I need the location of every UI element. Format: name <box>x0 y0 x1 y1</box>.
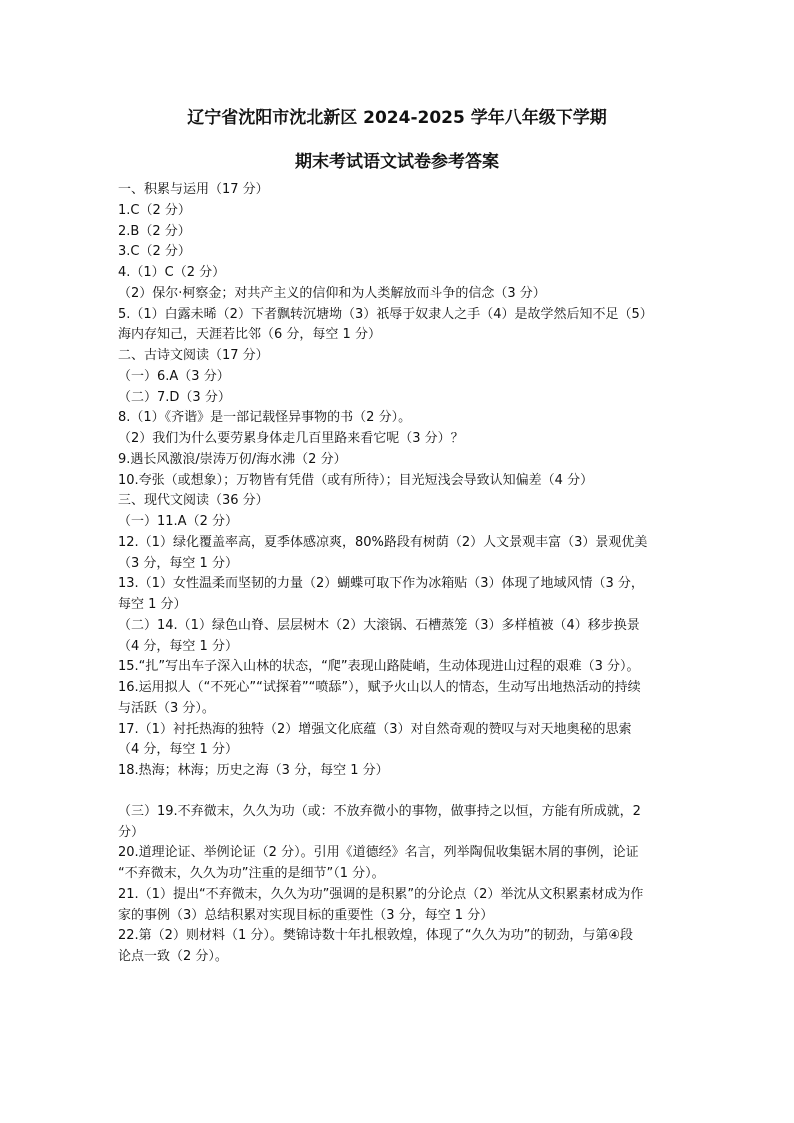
answer-line: （一）11.A（2 分） <box>118 514 238 529</box>
answer-line: 15.“扎”写出车子深入山林的状态，“爬”表现山路陡峭，生动体现进山过程的艰难（3 分）。 <box>118 659 640 675</box>
answer-line: 3.C（2 分） <box>118 244 191 260</box>
answer-line: 12.（1）绿化覆盖率高，夏季体感凉爽，80%路段有树荫（2）人文景观丰富（3）景观优美 <box>118 534 648 550</box>
answer-line: 论点一致（2 分）。 <box>118 949 228 964</box>
answer-line: （一）6.A（3 分） <box>118 368 230 384</box>
answer-line: 16.运用拟人（“不死心”“试探着”“喷舔”），赋予火山以人的情态，生动写出地热活动的持续 <box>118 680 641 695</box>
answer-line: 2.B（2 分） <box>118 223 191 239</box>
answer-line: 5.（1）白露未晞（2）下者飘转沉塘坳（3）祇辱于奴隶人之手（4）是故学然后知不足（5） <box>118 306 653 322</box>
answer-line: （二）7.D（3 分） <box>118 389 231 405</box>
answer-line: （2）保尔·柯察金；对共产主义的信仰和为人类解放而斗争的信念（3 分） <box>118 285 546 301</box>
answer-line: 海内存知己，天涯若比邻（6 分，每空 1 分） <box>118 327 381 343</box>
answer-line: 二、古诗文阅读（17 分） <box>118 348 269 363</box>
answer-line: 8.（1）《齐谐》是一部记载怪异事物的书（2 分）。 <box>118 410 412 426</box>
answer-line: （2）我们为什么要劳累身体走几百里路来看它呢（3 分）？ <box>118 431 464 446</box>
answer-line: 22.第（2）则材料（1 分）。樊锦诗数十年扎根敦煌，体现了“久久为功”的韧劲，与第④段 <box>118 928 633 944</box>
answer-line: 分） <box>118 824 145 840</box>
answer-line: （3 分，每空 1 分） <box>118 555 238 571</box>
document-header <box>0 104 794 176</box>
answer-line: 1.C（2 分） <box>118 202 191 218</box>
answer-line: 一、积累与运用（17 分） <box>118 182 269 197</box>
answer-line: 21.（1）提出“不弃微末，久久为功”强调的是积累”的分论点（2）举沈从文积累素材成为作 <box>118 886 644 902</box>
answer-line: 4.（1）C（2 分） <box>118 265 226 280</box>
answer-line: 13.（1）女性温柔而坚韧的力量（2）蝴蝶可取下作为冰箱贴（3）体现了地域风情（3 分， <box>118 576 644 592</box>
answer-line: 每空 1 分） <box>118 597 187 612</box>
answer-line: 家的事例（3）总结积累对实现目标的重要性（3 分，每空 1 分） <box>118 907 494 923</box>
answer-content <box>118 180 684 968</box>
answer-line: （二）14.（1）绿色山脊、层层树木（2）大滚锅、石槽蒸笼（3）多样植被（4）移步换景 <box>118 617 640 633</box>
answer-line: （三）19.不弃微末，久久为功（或：不放弃微小的事物，做事持之以恒，方能有所成就，2 <box>118 803 641 819</box>
answer-line: 9.遇长风激浪/崇涛万仞/海水沸（2 分） <box>118 451 347 467</box>
answer-line: 10.夸张（或想象）；万物皆有凭借（或有所待）；目光短浅会导致认知偏差（4 分） <box>118 472 594 488</box>
document-title-line-2: 期末考试语文试卷参考答案 <box>295 152 499 172</box>
document-title-line-1: 辽宁省沈阳市沈北新区 2024-2025 学年八年级下学期 <box>187 108 607 128</box>
blank-line <box>118 782 684 802</box>
answer-line: 20.道理论证、举例论证（2 分）。引用《道德经》名言，列举陶侃收集锯木屑的事例，论证 <box>118 845 639 861</box>
answer-line: “不弃微末，久久为功”注重的是细节”（1 分）。 <box>118 866 385 881</box>
answer-line: 17.（1）衬托热海的独特（2）增强文化底蕴（3）对自然奇观的赞叹与对天地奥秘的思索 <box>118 721 632 737</box>
answer-line: （4 分，每空 1 分） <box>118 638 238 654</box>
answer-line: 18.热海；林海；历史之海（3 分，每空 1 分） <box>118 763 389 778</box>
answer-line: 与活跃（3 分）。 <box>118 700 215 716</box>
answer-line: （4 分，每空 1 分） <box>118 742 238 758</box>
answer-line: 三、现代文阅读（36 分） <box>118 493 269 509</box>
